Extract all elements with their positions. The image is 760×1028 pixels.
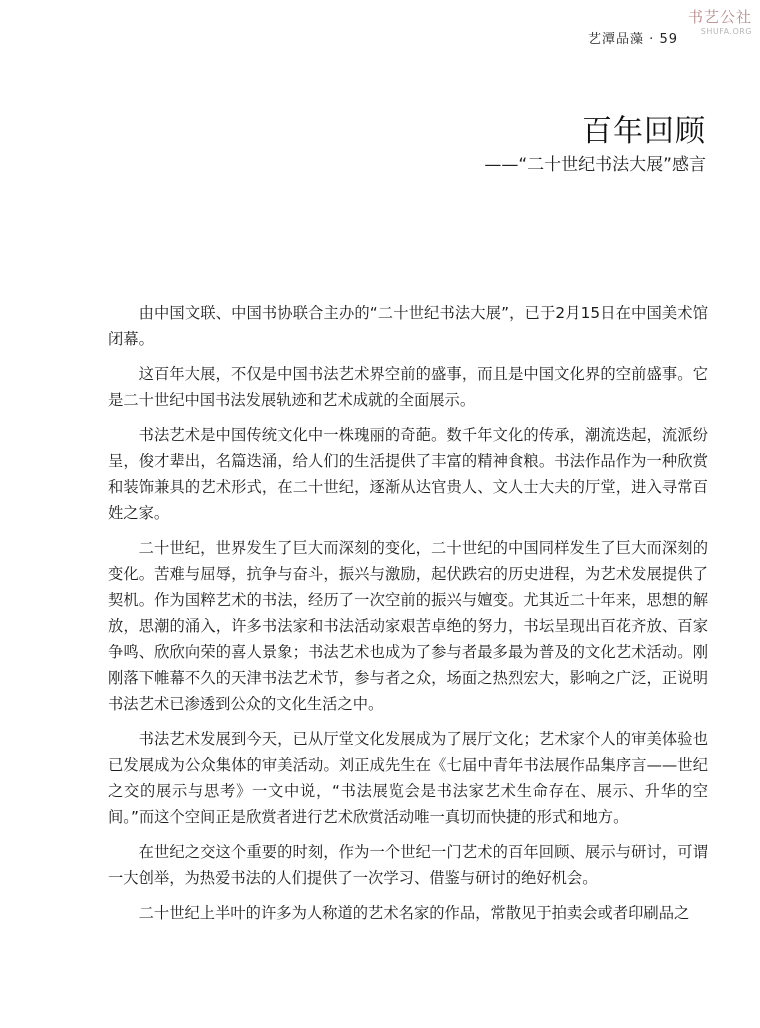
paragraph: 在世纪之交这个重要的时刻，作为一个世纪一门艺术的百年回顾、展示与研讨，可谓一大创举，为热爱书法的人们提供了一次学习、借鉴与研讨的绝好机会。 — [108, 843, 708, 887]
paragraph: 二十世纪，世界发生了巨大而深刻的变化，二十世纪的中国同样发生了巨大而深刻的变化。苦难与屈辱，抗争与奋斗，振兴与激励，起伏跌宕的历史进程，为艺术发展提供了契机。作为国粹艺术的书法，经历了一次空前的振兴与嬗变。尤其近二十年来，思想的解放，思潮的涌入，许多书法家和书法活动家艰苦卓绝的努力，书坛呈现出百花齐放、百家争鸣、欣欣向荣的喜人景象；书法艺术也成为了参与者最多最为普及的文化艺术活动。刚刚落下帷幕不久的天津书法艺术节，参与者之众，场面之热烈宏大，影响之广泛，正说明书法艺术已渗透到公众的文化生活之中。 — [108, 539, 708, 713]
header-separator: · — [649, 32, 655, 47]
paragraph: 由中国文联、中国书协联合主办的“二十世纪书法大展”，已于2月15日在中国美术馆闭幕。 — [108, 304, 708, 348]
section-name: 艺潭品藻 — [588, 32, 645, 47]
watermark-site: SHUFA.ORG — [700, 27, 752, 36]
page-number: 59 — [659, 32, 678, 47]
paragraph: 书法艺术是中国传统文化中一株瑰丽的奇葩。数千年文化的传承，潮流迭起，流派纷呈，俊才辈出，名篇迭涌，给人们的生活提供了丰富的精神食粮。书法作品作为一种欣赏和装饰兼具的艺术形式，在二十世纪，逐渐从达官贵人、文人士大夫的厅堂，进入寻常百姓之家。 — [108, 426, 708, 522]
article-body — [108, 300, 708, 935]
article-title: 百年回顾 — [582, 114, 706, 149]
paragraph: 二十世纪上半叶的许多为人称道的艺术名家的作品，常散见于拍卖会或者印刷品之 — [138, 904, 690, 922]
watermark-brand: 书艺公社 — [687, 8, 752, 26]
watermark-logo — [666, 6, 752, 50]
running-header — [588, 28, 678, 47]
paragraph: 这百年大展，不仅是中国书法艺术界空前的盛事，而且是中国文化界的空前盛事。它是二十世纪中国书法发展轨迹和艺术成就的全面展示。 — [108, 365, 708, 409]
paragraph: 书法艺术发展到今天，已从厅堂文化发展成为了展厅文化；艺术家个人的审美体验也已发展成为公众集体的审美活动。刘正成先生在《七届中青年书法展作品集序言——世纪之交的展示与思考》一文中说，“书法展览会是书法家艺术生命存在、展示、升华的空间。”而这个空间正是欣赏者进行艺术欣赏活动唯一真切而快捷的形式和地方。 — [108, 730, 708, 826]
article-subtitle: ——“二十世纪书法大展”感言 — [484, 155, 706, 175]
